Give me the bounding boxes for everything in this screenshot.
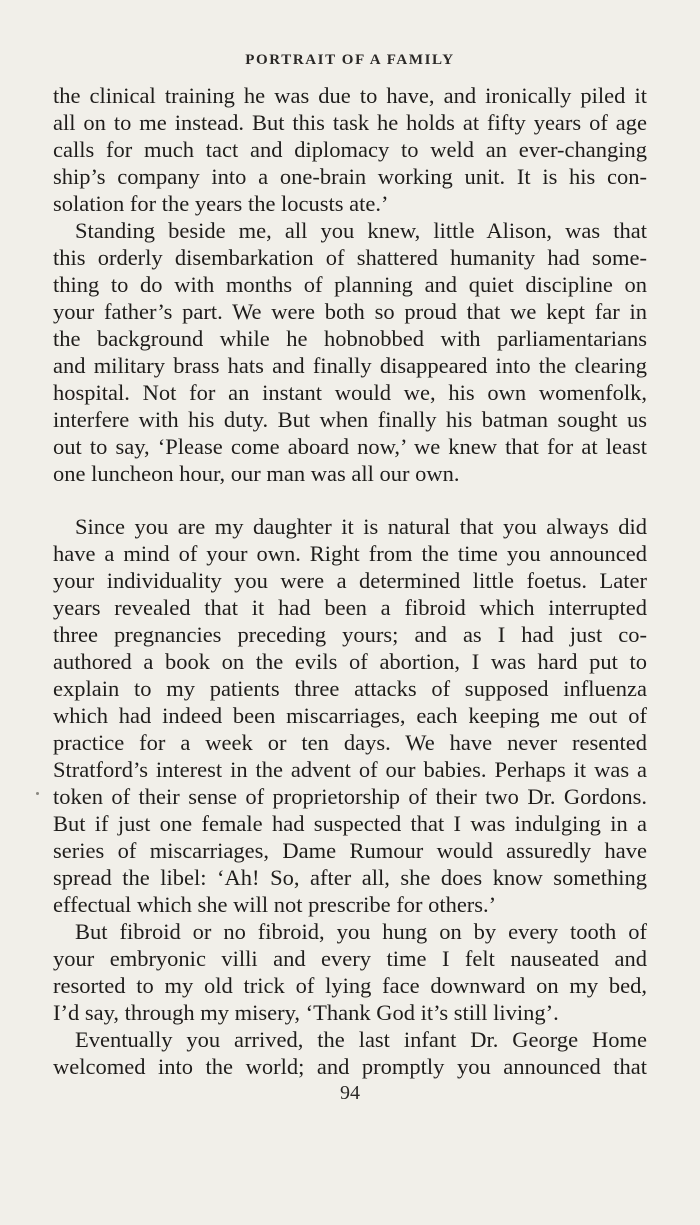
paragraph [53,918,647,1026]
text-line: But if just one female had suspected that I was indulging in a [53,811,647,836]
text-line: which had indeed been miscarriages, each keeping me out of [53,703,647,728]
page-number: 94 [340,1082,360,1104]
paragraph [53,513,647,918]
text-line: your embryonic villi and every time I felt nauseated and [53,946,647,971]
text-line: years revealed that it had been a fibroid which interrupted [53,595,647,620]
body-text [53,82,647,1080]
text-line: one luncheon hour, our man was all our own. [53,461,460,486]
text-line: your father’s part. We were both so proud that we kept far in [53,299,647,324]
text-line: have a mind of your own. Right from the time you announced [53,541,647,566]
text-line: all on to me instead. But this task he holds at fifty years of age [53,110,647,135]
text-line: spread the libel: ‘Ah! So, after all, she does know something [53,865,647,890]
text-line: out to say, ‘Please come aboard now,’ we knew that for at least [53,434,647,459]
section-break [53,487,647,513]
text-line: calls for much tact and diplomacy to weld an ever-changing [53,137,647,162]
text-line: and military brass hats and finally disappeared into the clearing [53,353,647,378]
text-line: authored a book on the evils of abortion, I was hard put to [53,649,647,674]
text-line: hospital. Not for an instant would we, his own womenfolk, [53,380,647,405]
text-line: three pregnancies preceding yours; and as I had just co- [53,622,647,647]
paragraph [53,1026,647,1080]
text-line: your individuality you were a determined little foetus. Later [53,568,647,593]
text-line: thing to do with months of planning and quiet discipline on [53,272,647,297]
text-line: Eventually you arrived, the last infant Dr. George Home [75,1027,647,1052]
text-line: welcomed into the world; and promptly you announced that [53,1054,647,1079]
text-line: ship’s company into a one-brain working unit. It is his con- [53,164,647,189]
text-line: resorted to my old trick of lying face downward on my bed, [53,973,647,998]
running-head: PORTRAIT OF A FAMILY [245,52,455,68]
text-line: explain to my patients three attacks of supposed influenza [53,676,647,701]
text-line: Standing beside me, all you knew, little Alison, was that [75,218,647,243]
text-line: Stratford’s interest in the advent of our babies. Perhaps it was a [53,757,647,782]
text-line: I’d say, through my misery, ‘Thank God it’s still living’. [53,1000,559,1025]
text-line: this orderly disembarkation of shattered humanity had some- [53,245,647,270]
text-line: Since you are my daughter it is natural that you always did [75,514,647,539]
text-line: the clinical training he was due to have, and ironically piled it [53,83,647,108]
paragraph [53,217,647,487]
text-line: But fibroid or no fibroid, you hung on by every tooth of [75,919,647,944]
text-line: practice for a week or ten days. We have never resented [53,730,647,755]
text-line: interfere with his duty. But when finally his batman sought us [53,407,647,432]
paragraph [53,82,647,217]
text-line: token of their sense of proprietorship of their two Dr. Gordons. [53,784,647,809]
margin-speck [36,792,39,795]
text-line: solation for the years the locusts ate.’ [53,191,389,216]
text-line: series of miscarriages, Dame Rumour would assuredly have [53,838,647,863]
text-line: effectual which she will not prescribe for others.’ [53,892,497,917]
text-line: the background while he hobnobbed with parliamentarians [53,326,647,351]
